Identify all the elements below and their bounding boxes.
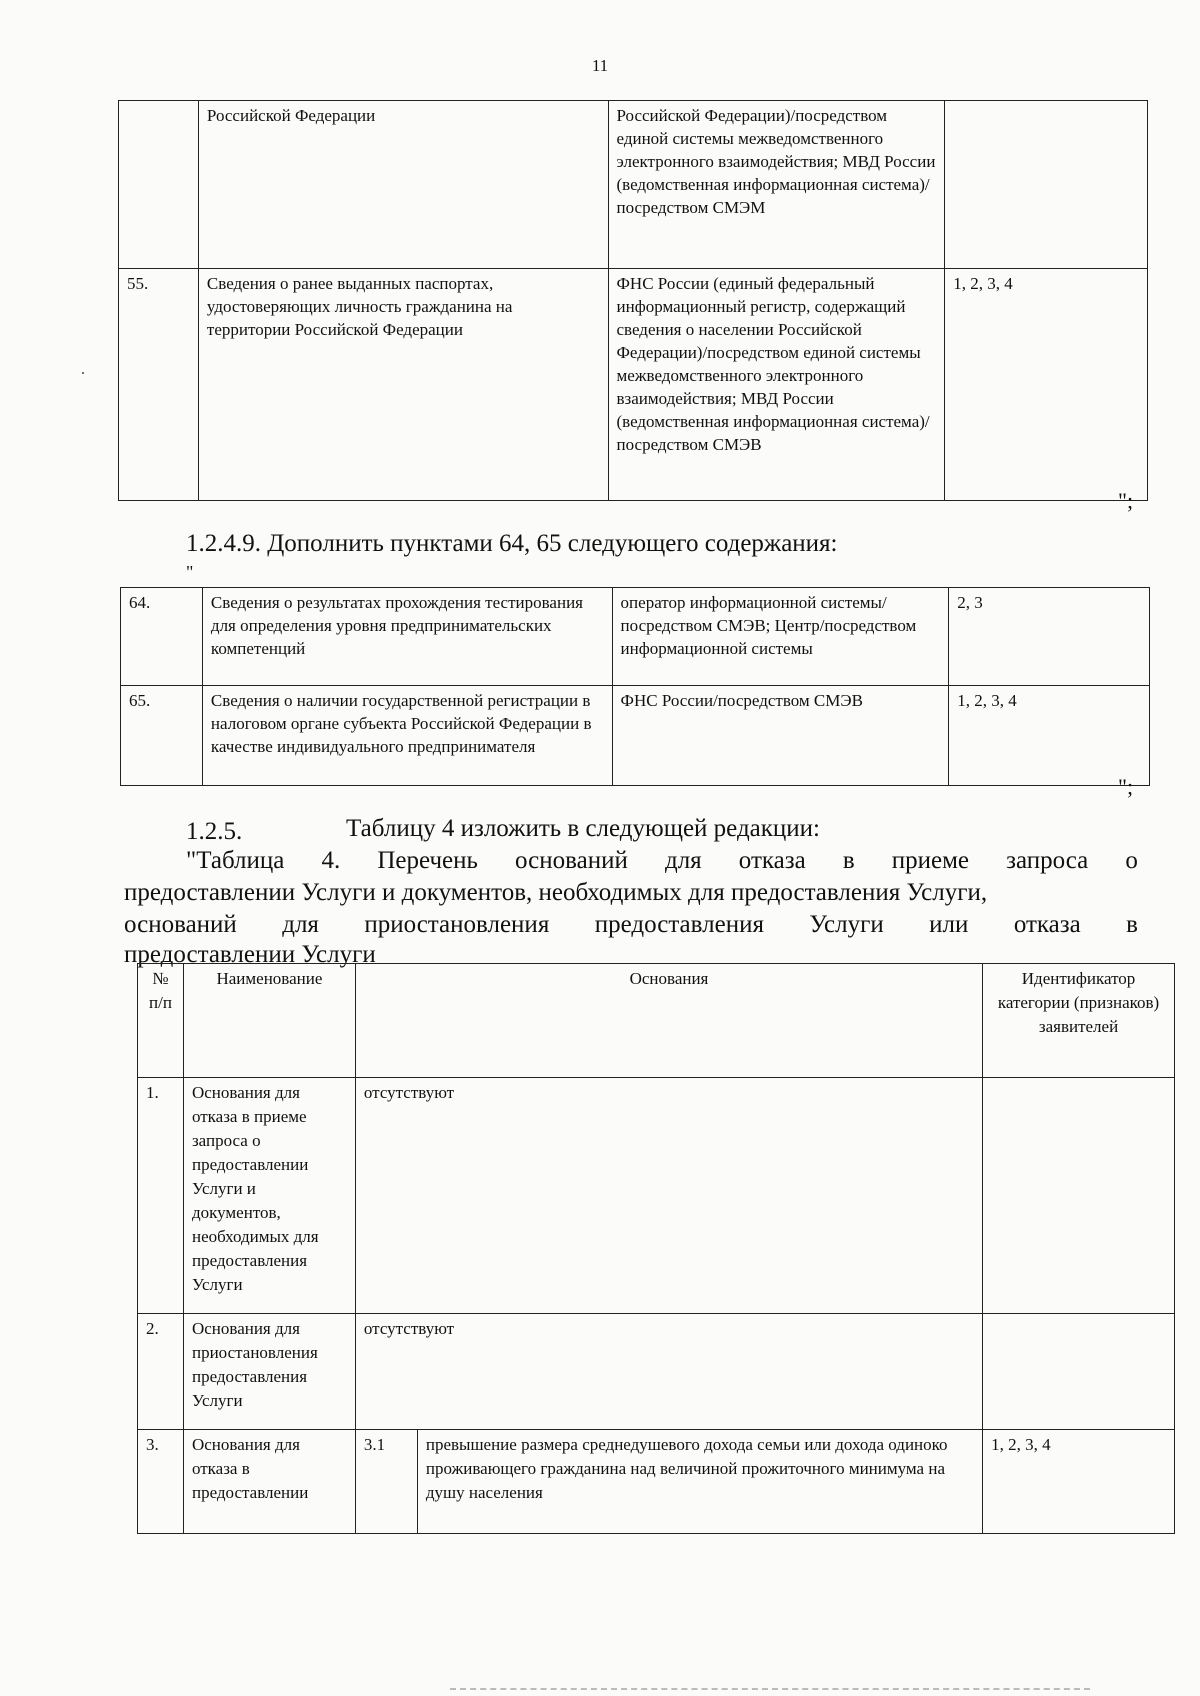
row-name: Сведения о наличии государственной регистрации в налоговом органе субъекта Российской Федерации в качестве индивидуального предпринимателя bbox=[202, 686, 612, 786]
caption-word: в bbox=[1126, 911, 1138, 938]
row-category bbox=[945, 101, 1148, 269]
row-number: 1. bbox=[138, 1078, 184, 1314]
header-basis: Основания bbox=[355, 964, 982, 1078]
row-source: оператор информационной системы/посредством СМЭВ; Центр/посредством информационной системы bbox=[612, 588, 949, 686]
closing-quote: "; bbox=[1118, 774, 1134, 799]
closing-quote: "; bbox=[1118, 488, 1134, 513]
row-number: 55. bbox=[119, 269, 199, 501]
row-name: Основания для отказа в предоставлении bbox=[183, 1430, 355, 1534]
table-row bbox=[138, 1314, 1175, 1430]
scan-speck bbox=[82, 372, 84, 374]
table-row bbox=[138, 1430, 1175, 1534]
caption-word: оснований bbox=[124, 911, 237, 938]
caption-word: Услуги bbox=[809, 911, 884, 938]
table-row bbox=[121, 686, 1150, 786]
table-row bbox=[119, 269, 1148, 501]
row-source: ФНС России (единый федеральный информационный регистр, содержащий сведения о населении Российской Федерации)/посредством единой системы межведомственного электронного взаимодействия; МВД России (ведомственная информационная система)/посредством СМЭВ bbox=[608, 269, 945, 501]
caption-word: "Таблица bbox=[186, 847, 285, 874]
caption-word: или bbox=[929, 911, 969, 938]
row-category bbox=[983, 1078, 1175, 1314]
sources-table-additions bbox=[120, 587, 1150, 786]
header-category: Идентификатор категории (признаков) заявителей bbox=[983, 964, 1175, 1078]
opening-quote: " bbox=[186, 562, 194, 582]
caption-word: отказа bbox=[738, 847, 806, 874]
row-number: 64. bbox=[121, 588, 203, 686]
table-caption-line-1 bbox=[186, 847, 1138, 875]
row-category: 1, 2, 3, 4 bbox=[983, 1430, 1175, 1534]
row-number: 65. bbox=[121, 686, 203, 786]
row-name: Основания для отказа в приеме запроса о предоставлении Услуги и документов, необходимых для предоставления Услуги bbox=[183, 1078, 355, 1314]
section-heading-1249: 1.2.4.9. Дополнить пунктами 64, 65 следующего содержания: bbox=[186, 530, 838, 557]
row-category: 1, 2, 3, 4 bbox=[949, 686, 1150, 786]
row-name: Основания для приостановления предоставления Услуги bbox=[183, 1314, 355, 1430]
row-basis: отсутствуют bbox=[355, 1078, 982, 1314]
caption-word: для bbox=[664, 847, 702, 874]
table-row bbox=[121, 588, 1150, 686]
header-name: Наименование bbox=[183, 964, 355, 1078]
caption-word: 4. bbox=[321, 847, 341, 874]
caption-word: предоставления bbox=[594, 911, 764, 938]
table-row bbox=[138, 1078, 1175, 1314]
sources-table-continued bbox=[118, 100, 1148, 501]
caption-word: оснований bbox=[515, 847, 628, 874]
refusal-grounds-table bbox=[137, 963, 1175, 1534]
row-source: Российской Федерации)/посредством единой системы межведомственного электронного взаимодействия; МВД России (ведомственная информационная система)/посредством СМЭМ bbox=[608, 101, 945, 269]
page-number: 11 bbox=[591, 56, 609, 75]
row-category bbox=[983, 1314, 1175, 1430]
section-number-125: 1.2.5. bbox=[186, 818, 243, 845]
row-source: ФНС России/посредством СМЭВ bbox=[612, 686, 949, 786]
caption-word: для bbox=[282, 911, 319, 938]
row-category: 2, 3 bbox=[949, 588, 1150, 686]
table-header-row bbox=[138, 964, 1175, 1078]
row-number: 3. bbox=[138, 1430, 184, 1534]
row-sub-number: 3.1 bbox=[355, 1430, 417, 1534]
row-number: 2. bbox=[138, 1314, 184, 1430]
row-name: Сведения о результатах прохождения тестирования для определения уровня предпринимательских компетенций bbox=[202, 588, 612, 686]
row-name: Российской Федерации bbox=[198, 101, 608, 269]
table-caption-line-4: предоставлении Услуги bbox=[124, 941, 376, 968]
row-name: Сведения о ранее выданных паспортах, удостоверяющих личность гражданина на территории Российской Федерации bbox=[198, 269, 608, 501]
caption-word: запроса bbox=[1006, 847, 1089, 874]
header-num: № п/п bbox=[138, 964, 184, 1078]
row-number bbox=[119, 101, 199, 269]
caption-word: о bbox=[1125, 847, 1138, 874]
row-basis: отсутствуют bbox=[355, 1314, 982, 1430]
caption-word: приеме bbox=[891, 847, 970, 874]
section-heading-125: Таблицу 4 изложить в следующей редакции: bbox=[346, 815, 820, 842]
row-basis: превышение размера среднедушевого дохода семьи или дохода одиноко проживающего гражданина над величиной прожиточного минимума на душу населения bbox=[417, 1430, 982, 1534]
table-row bbox=[119, 101, 1148, 269]
caption-word: отказа bbox=[1013, 911, 1081, 938]
table-caption-line-2: предоставлении Услуги и документов, необходимых для предоставления Услуги, bbox=[124, 879, 988, 906]
row-category: 1, 2, 3, 4 bbox=[945, 269, 1148, 501]
caption-word: Перечень bbox=[377, 847, 478, 874]
table-caption-line-3 bbox=[124, 911, 1138, 939]
caption-word: приостановления bbox=[364, 911, 550, 938]
scan-edge-artifact bbox=[450, 1688, 1090, 1690]
caption-word: в bbox=[842, 847, 855, 874]
